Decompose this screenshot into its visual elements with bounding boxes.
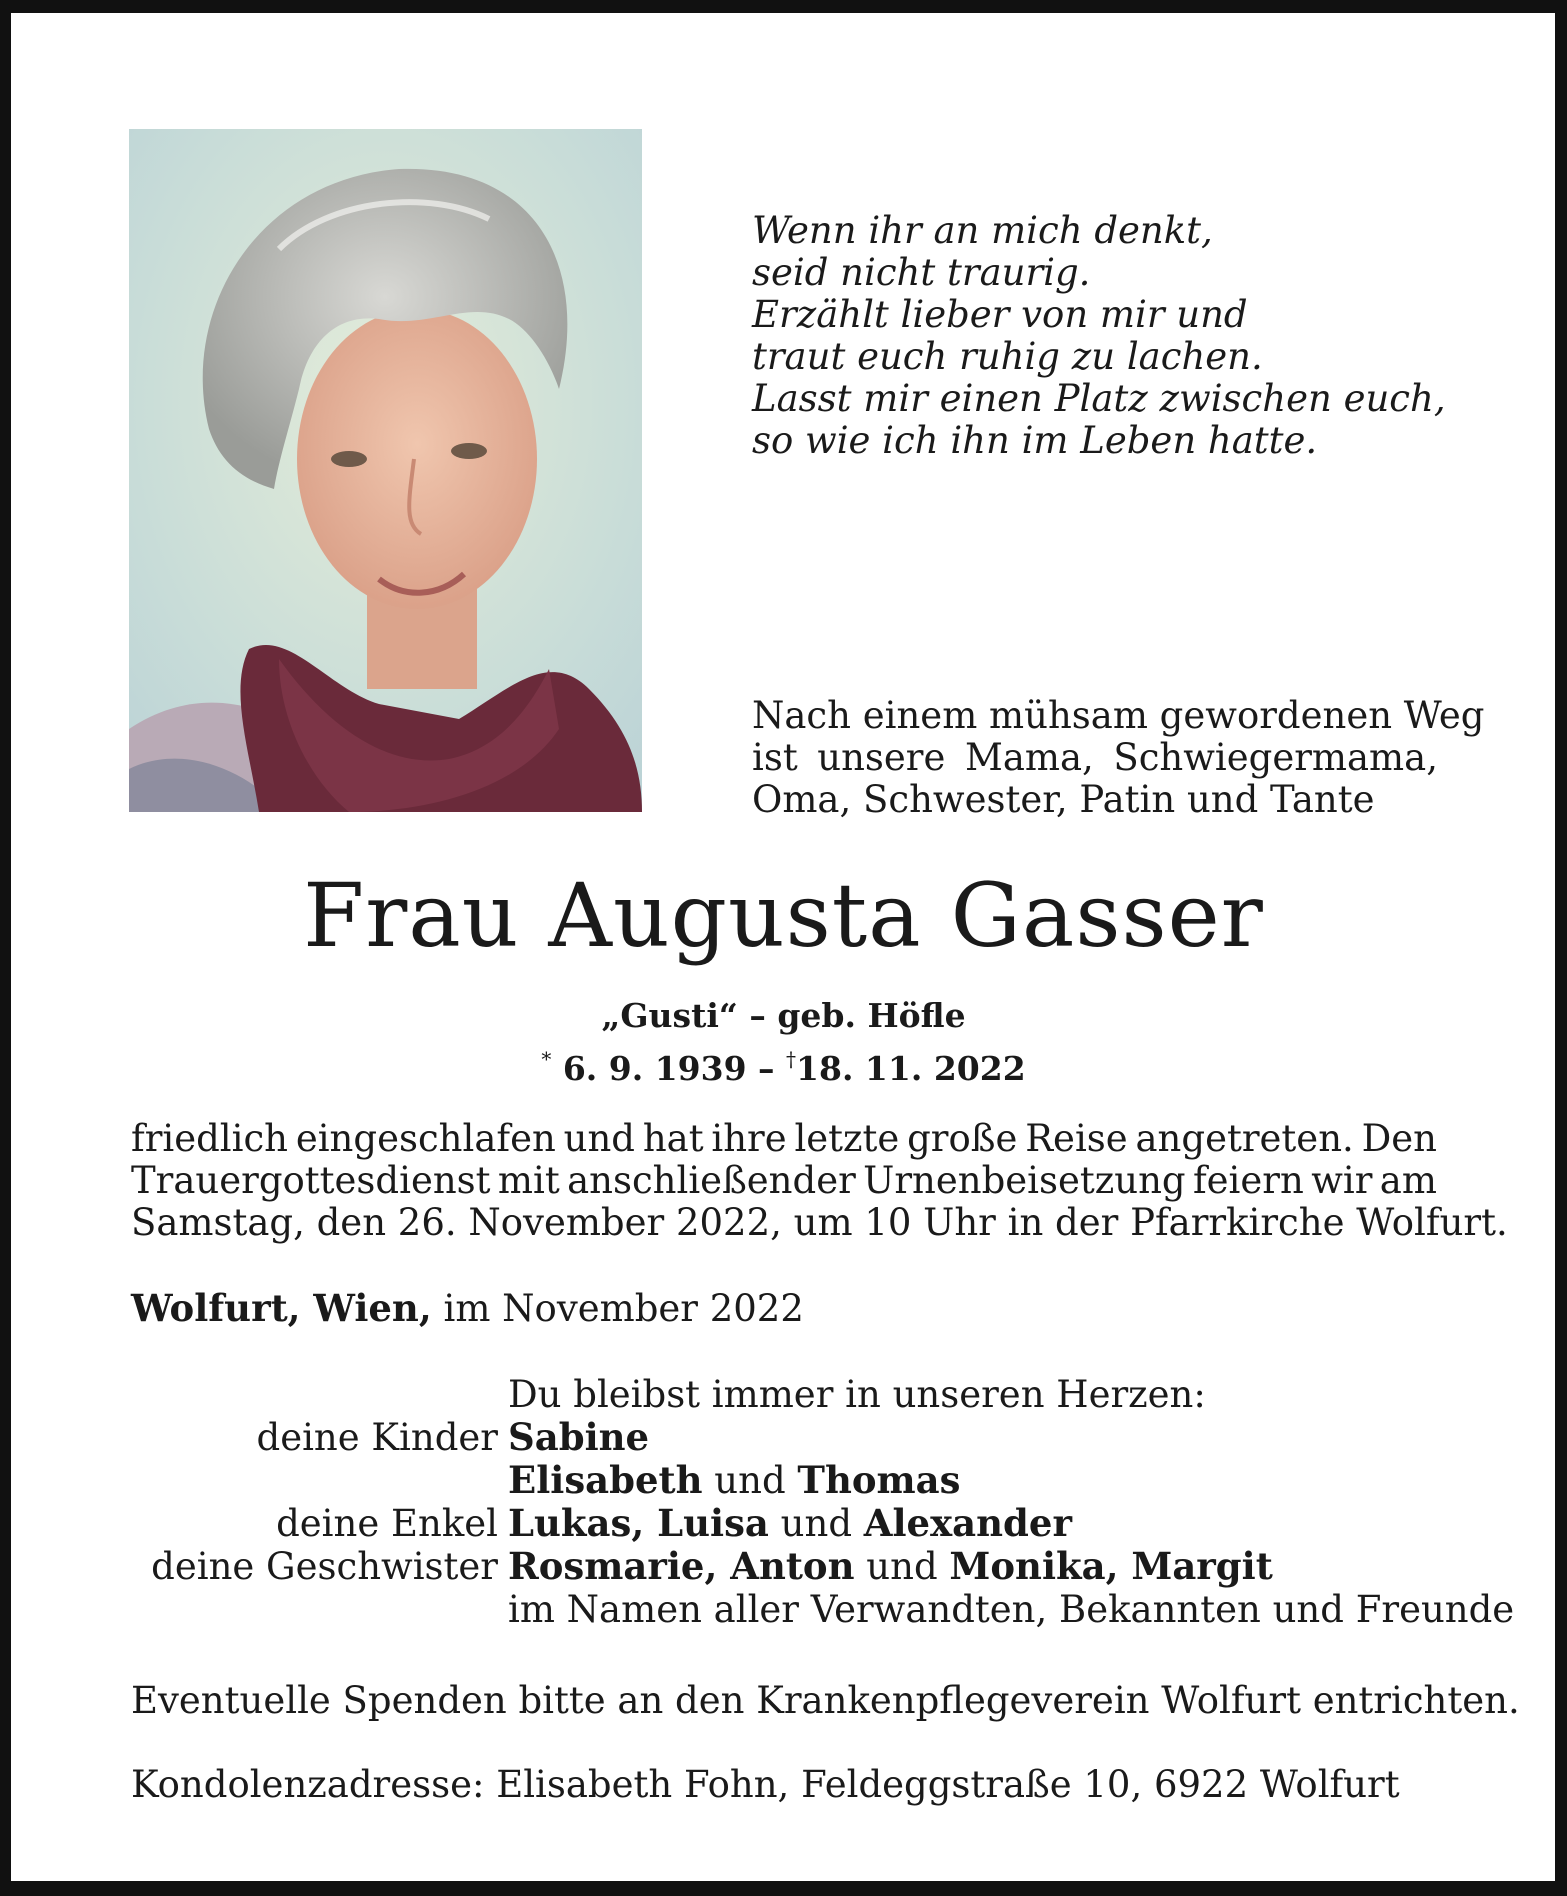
family-member: Sabine [508,1415,650,1459]
word: am [1379,1159,1437,1202]
intro-word: ist [752,736,798,779]
empty-label [131,1459,508,1502]
word: Trauergottesdienst [131,1159,491,1202]
death-date: 18. 11. 2022 [796,1049,1026,1088]
announcement-line [131,1118,1437,1160]
poem-line: seid nicht traurig. [752,251,1091,294]
family-row-kinder-2 [131,1459,1531,1502]
nickname-maiden-name: „Gusti“ – geb. Höfle [601,996,966,1035]
death-mark: † [786,1047,797,1071]
family-member: Lukas, Luisa [508,1501,769,1545]
intro-text [752,694,1485,821]
family-label: deine Geschwister [151,1545,498,1588]
donation-note: Eventuelle Spenden bitte an den Krankenpflegeverein Wolfurt entrichten. [131,1679,1520,1722]
place-date [131,1287,804,1330]
family-member: Thomas [797,1458,961,1502]
family-member: Monika, Margit [949,1544,1273,1588]
place: Wolfurt, Wien, [131,1286,432,1330]
family-row-kinder [131,1416,1531,1459]
birth-mark: * [541,1047,552,1071]
family-closing: im Namen aller Verwandten, Bekannten und Freunde [508,1588,1515,1631]
family-heading: Du bleibst immer in unseren Herzen: [508,1373,1206,1416]
word: anschließender [567,1159,856,1202]
word: angetreten. [1135,1117,1354,1160]
condolence-address: Kondolenzadresse: Elisabeth Fohn, Feldeggstraße 10, 6922 Wolfurt [131,1763,1400,1806]
family-row-geschwister [131,1545,1531,1588]
portrait-photo [129,129,642,812]
word: hat [642,1117,704,1160]
word: und [563,1117,635,1160]
family-list [131,1373,1531,1631]
poem-line: Wenn ihr an mich denkt, [752,209,1213,252]
word: Reise [1025,1117,1128,1160]
word: feiern [1192,1159,1304,1202]
announcement-line: Samstag, den 26. November 2022, um 10 Uhr in der Pfarrkirche Wolfurt. [131,1201,1508,1244]
empty-label [131,1588,508,1631]
date: im November 2022 [443,1287,804,1330]
intro-word: Schwiegermama, [1113,736,1438,779]
conjunction: und [714,1459,786,1502]
family-member: Rosmarie, Anton [508,1544,855,1588]
conjunction: und [780,1502,853,1545]
word: große [907,1117,1018,1160]
poem-line: so wie ich ihn im Leben hatte. [752,419,1318,462]
poem-line: Lasst mir einen Platz zwischen euch, [752,377,1446,420]
conjunction: und [866,1545,938,1588]
family-row-closing [131,1588,1531,1631]
word: eingeschlafen [295,1117,556,1160]
birth-date: 6. 9. 1939 – [562,1049,775,1088]
family-label: deine Kinder [256,1416,498,1459]
word: wir [1311,1159,1373,1202]
family-label: deine Enkel [276,1502,498,1545]
word: friedlich [131,1117,289,1160]
word: mit [497,1159,560,1202]
intro-line [752,737,1438,779]
word: Den [1361,1117,1437,1160]
word: ihre [711,1117,787,1160]
poem-line: traut euch ruhig zu lachen. [752,335,1263,378]
intro-line: Oma, Schwester, Patin und Tante [752,778,1375,821]
empty-label [131,1373,508,1416]
family-row-enkel [131,1502,1531,1545]
intro-word: Mama, [964,736,1094,779]
poem-line: Erzählt lieber von mir und [752,293,1248,336]
announcement-text [131,1117,1508,1244]
life-dates [0,1038,1567,1090]
word: letzte [794,1117,900,1160]
family-member: Alexander [863,1501,1072,1545]
family-heading-row [131,1373,1531,1416]
intro-word: unsere [817,736,946,779]
deceased-name: Frau Augusta Gasser [303,864,1264,967]
poem [752,210,1446,462]
family-member: Elisabeth [508,1458,703,1502]
announcement-line [131,1160,1437,1202]
intro-line: Nach einem mühsam gewordenen Weg [752,694,1485,737]
word: Urnenbeisetzung [863,1159,1186,1202]
